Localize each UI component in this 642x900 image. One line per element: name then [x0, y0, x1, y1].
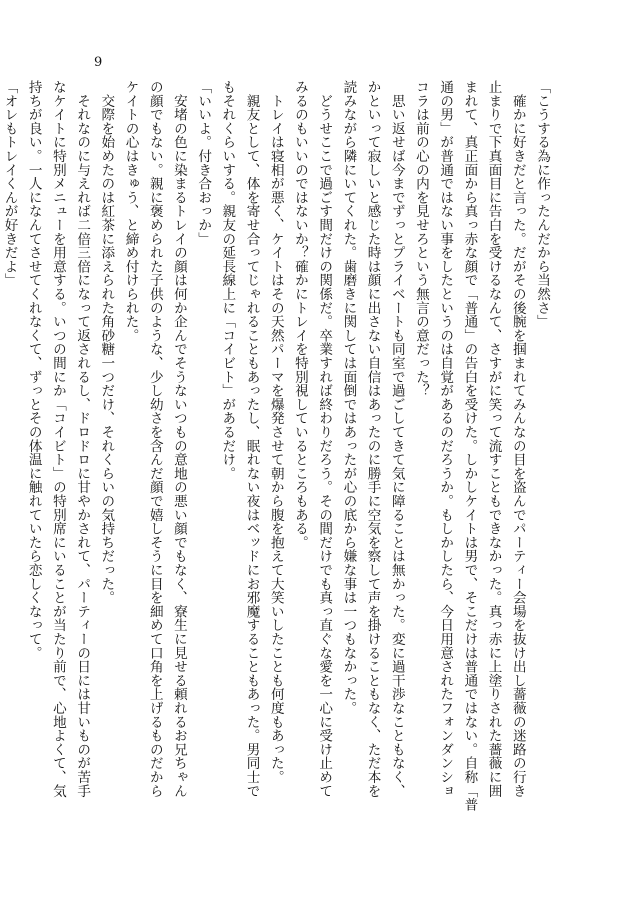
text-line-9: 読みながら隣にいてくれた。歯磨きに関しては面倒ではあったが心の底から嫌な事は一つもなかった。 — [340, 80, 357, 715]
text-line-23: 「オレもトレイくんが好きだよ」 — [1, 80, 18, 287]
text-line-5: 通の男」が普通ではない事をしたというのは自覚があるのだろうか。もしかしたら、今日用意されたフォンダンショ — [437, 80, 454, 798]
text-line-12: トレイは寝相が悪く、ケイトはその天然パーマを爆発させて朝から腹を抱えて大笑いしたことも何度もあった。 — [267, 80, 284, 784]
text-line-10: どうせここで過ごす間だけの関係だ。卒業すれば終わりだろう。その間だけでも真っ直ぐな愛を一心に受け止めて — [316, 80, 333, 798]
text-line-13: 親友として、体を寄せ合ってじゃれることもあったし、眠れない夜はベッドにお邪魔することもあった。男同士で — [243, 80, 260, 798]
text-line-21: なケイトに特別メニューを用意する。いつの間にか「コイビト」の特別席にいることが当たり前で、心地よくて、気 — [49, 80, 66, 798]
text-line-17: の顔でもない。親に褒められた子供のような、少し幼さを含んだ顔で嬉しそうに目を細めて口角を上げるものだから — [146, 80, 163, 798]
text-line-11: みるのもいいのではないか？確かにトレイを特別視しているところもある。 — [291, 80, 308, 550]
text-line-22: 持ちが良い。一人になんてさせてくれなくて、ずっとその体温に触れていたら恋しくなって。 — [25, 80, 42, 660]
text-line-1: 「こうする為に作ったんだから当然さ」 — [534, 80, 550, 329]
page-number: 9 — [94, 55, 103, 70]
text-line-18: ケイトの心はきゅう、と締め付けられた。 — [122, 80, 139, 343]
text-line-19: 交際を始めたのは紅茶に添えられた角砂糖一つだけ、それくらいの気持ちだった。 — [98, 80, 115, 605]
text-line-4: まれて、真正面から真っ赤な顔で「普通」の告白を受けた。しかしケイトは男で、そこだけは普通ではない。自称「普 — [461, 80, 478, 812]
text-line-8: かといって寂しいと感じた時は顔に出さない自信はあったのに勝手に空気を察して声を掛けることもなく、ただ本を — [364, 80, 381, 798]
text-line-2: 確かに好きだと言った。だがその後腕を掴まれてみんなの目を盗んでパーティー会場を抜け出し薔薇の迷路の行き — [509, 80, 526, 798]
novel-text-column — [1, 80, 554, 825]
text-line-3: 止まりで下真面目に告白を受けるなんて、さすがに笑って流すこともできなかった。真っ赤に上塗りされた薔薇に囲 — [485, 80, 502, 798]
text-line-7: 思い返せば今までずっとプライベートも同室で過ごしてきて気に障ることは無かった。変に過干渉なこともなく、 — [388, 80, 405, 798]
text-line-6: コラは前の心の内を見せろという無言の意だった？ — [412, 80, 429, 398]
text-line-14: もそれくらいする。親友の延長線上に「コイビト」があるだけ。 — [219, 80, 236, 481]
text-line-15: 「いいよ。付き合おっか」 — [195, 80, 212, 246]
text-line-16: 安堵の色に染まるトレイの顔は何か企んでそうないつもの意地の悪い顔でもなく、寮生に見せる頼れるお兄ちゃん — [170, 80, 187, 798]
text-line-20: それなのに与えれば二倍三倍になって返されるし、ドロドロに甘やかされて、パーティーの日には甘いものが苦手 — [74, 80, 91, 798]
